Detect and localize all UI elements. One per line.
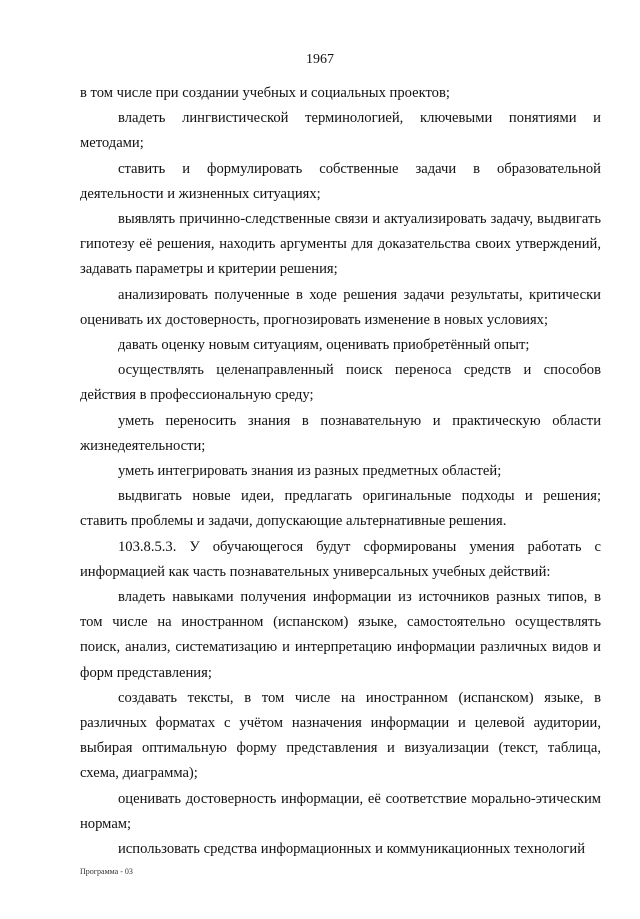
paragraph: выдвигать новые идеи, предлагать оригинальные подходы и решения; ставить проблемы и задачи, допускающие альтернативные решения. (80, 488, 601, 530)
paragraph: создавать тексты, в том числе на иностранном (испанском) языке, в различных форматах с учётом назначения информации и целевой аудитории, выбирая оптимальную форму представления и визуализации (текст, таблица, схема, диаграмма); (80, 689, 601, 782)
paragraph: использовать средства информационных и коммуникационных технологий (118, 841, 586, 858)
paragraph: в том числе при создании учебных и социальных проектов; (80, 85, 450, 101)
paragraph: оценивать достоверность информации, её соответствие морально-этическим нормам; (80, 790, 601, 832)
paragraph: осуществлять целенаправленный поиск переноса средств и способов действия в профессиональную среду; (80, 362, 601, 404)
paragraph: анализировать полученные в ходе решения задачи результаты, критически оценивать их достоверность, прогнозировать изменение в новых условиях; (80, 286, 601, 328)
paragraph: уметь интегрировать знания из разных предметных областей; (118, 463, 502, 480)
paragraph: выявлять причинно-следственные связи и актуализировать задачу, выдвигать гипотезу её решения, находить аргументы для доказательства своих утверждений, задавать параметры и критерии решения; (80, 211, 601, 278)
paragraph: владеть лингвистической терминологией, ключевыми понятиями и методами; (80, 110, 601, 152)
section-paragraph: 103.8.5.3. У обучающегося будут сформированы умения работать с информацией как часть познавательных универсальных учебных действий: (80, 538, 601, 580)
paragraph: ставить и формулировать собственные задачи в образовательной деятельности и жизненных ситуациях; (80, 160, 601, 202)
document-body (80, 81, 601, 862)
paragraph: владеть навыками получения информации из источников разных типов, в том числе на иностранном (испанском) языке, самостоятельно осуществлять поиск, анализ, систематизацию и интерпретацию информации различных видов и форм представления; (80, 589, 601, 681)
footer-note: Программа - 03 (80, 867, 133, 876)
page-number: 1967 (306, 52, 334, 67)
paragraph: давать оценку новым ситуациям, оценивать приобретённый опыт; (118, 337, 530, 354)
paragraph: уметь переносить знания в познавательную и практическую области жизнедеятельности; (80, 412, 601, 454)
